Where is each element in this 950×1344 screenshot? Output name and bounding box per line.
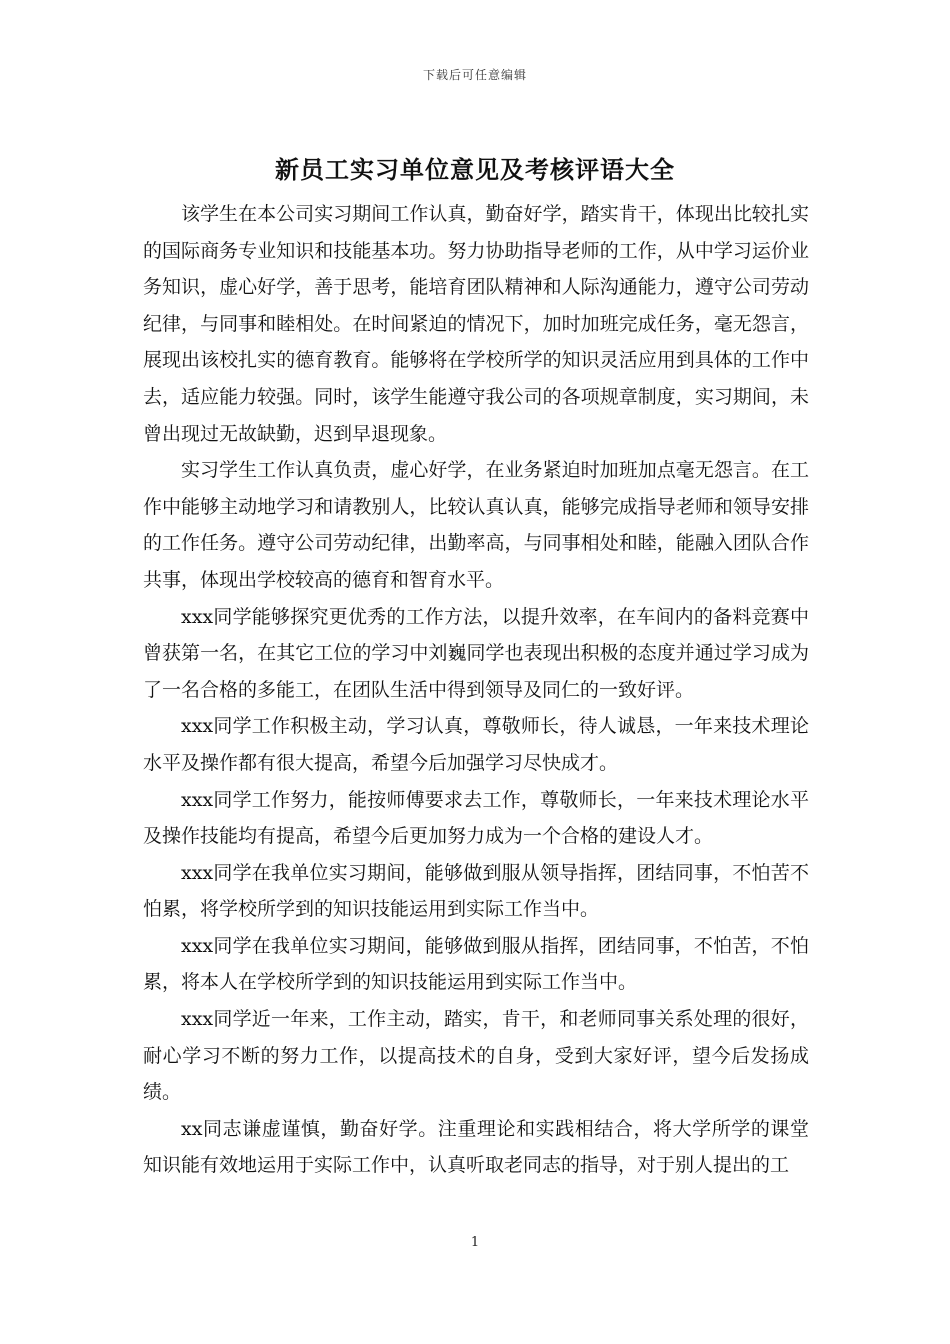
document-title: 新员工实习单位意见及考核评语大全 xyxy=(275,155,675,184)
header-note: 下载后可任意编辑 xyxy=(422,68,527,82)
document-body xyxy=(143,196,809,1184)
paragraph-8: xxx同学近一年来，工作主动，踏实，肯干，和老师同事关系处理的很好，耐心学习不断的努力工作，以提高技术的自身，受到大家好评，望今后发扬成绩。 xyxy=(143,1008,809,1104)
paragraph-4: xxx同学工作积极主动，学习认真，尊敬师长，待人诚恳，一年来技术理论水平及操作都有很大提高，希望今后加强学习尽快成才。 xyxy=(143,715,809,774)
paragraph-1: 该学生在本公司实习期间工作认真，勤奋好学，踏实肯干，体现出比较扎实的国际商务专业知识和技能基本功。努力协助指导老师的工作，从中学习运价业务知识，虚心好学，善于思考，能培育团队精神和人际沟通能力，遵守公司劳动纪律，与同事和睦相处。在时间紧迫的情况下，加时加班完成任务，毫无怨言，展现出该校扎实的德育教育。能够将在学校所学的知识灵活应用到具体的工作中去，适应能力较强。同时，该学生能遵守我公司的各项规章制度，实习期间，未曾出现过无故缺勤，迟到早退现象。 xyxy=(143,203,809,445)
paragraph-2: 实习学生工作认真负责，虚心好学，在业务紧迫时加班加点毫无怨言。在工作中能够主动地学习和请教别人，比较认真认真，能够完成指导老师和领导安排的工作任务。遵守公司劳动纪律，出勤率高，与同事相处和睦，能融入团队合作共事，体现出学校较高的德育和智育水平。 xyxy=(143,459,809,591)
paragraph-6: xxx同学在我单位实习期间，能够做到服从领导指挥，团结同事，不怕苦不怕累，将学校所学到的知识技能运用到实际工作当中。 xyxy=(143,861,809,921)
page-number: 1 xyxy=(470,1235,480,1250)
paragraph-5: xxx同学工作努力，能按师傅要求去工作，尊敬师长，一年来技术理论水平及操作技能均有提高，希望今后更加努力成为一个合格的建设人才。 xyxy=(143,788,809,848)
paragraph-7: xxx同学在我单位实习期间，能够做到服从指挥，团结同事，不怕苦，不怕累，将本人在学校所学到的知识技能运用到实际工作当中。 xyxy=(143,934,809,994)
paragraph-3: xxx同学能够探究更优秀的工作方法，以提升效率，在车间内的备料竞赛中曾获第一名，在其它工位的学习中刘巍同学也表现出积极的态度并通过学习成为了一名合格的多能工，在团队生活中得到领导及同仁的一致好评。 xyxy=(143,605,809,701)
paragraph-9: xx同志谦虚谨慎，勤奋好学。注重理论和实践相结合，将大学所学的课堂知识能有效地运用于实际工作中，认真听取老同志的指导，对于别人提出的工 xyxy=(143,1117,809,1177)
